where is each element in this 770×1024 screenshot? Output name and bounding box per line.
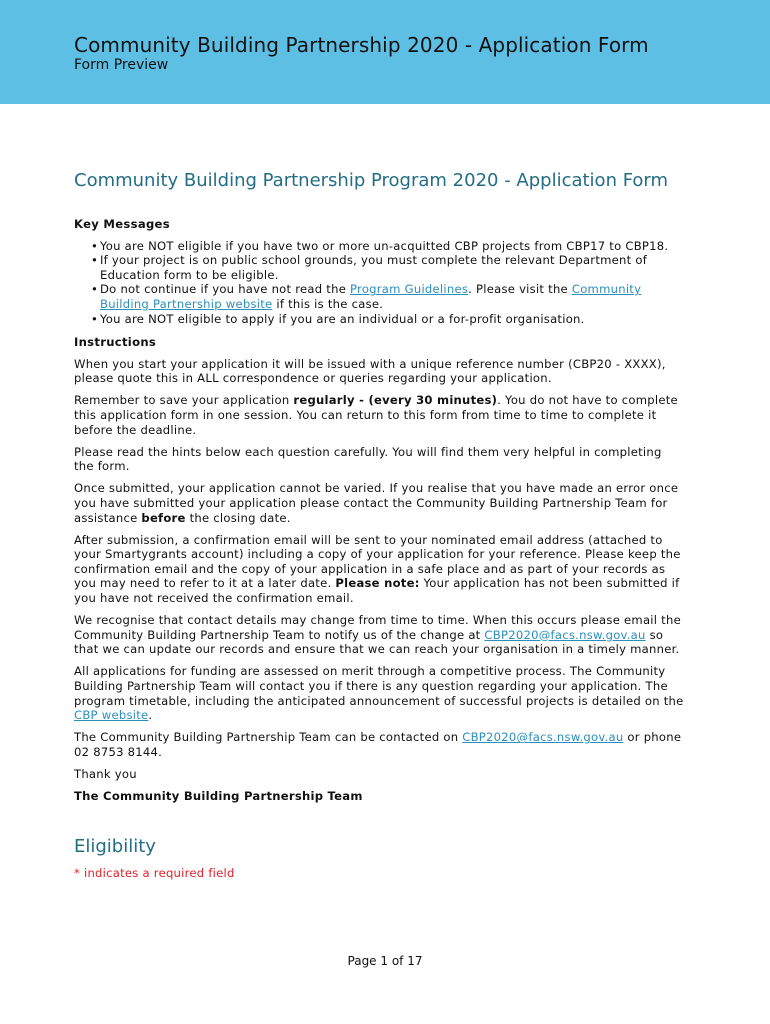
list-item-text: You are NOT eligible if you have two or more un-acquitted CBP projects from CBP17 to CBP18.	[100, 238, 669, 253]
thanks-text: Thank you	[74, 767, 137, 781]
instructions-paragraph	[74, 393, 684, 437]
list-item-text: Do not continue if you have not read the	[100, 282, 351, 297]
page-header	[0, 0, 770, 104]
key-messages-heading: Key Messages	[74, 217, 170, 231]
bullet-icon: •	[91, 282, 99, 297]
paragraph-text: the closing date.	[185, 510, 291, 525]
paragraph-text: After submission, a confirmation email will be sent to your nominated email address (attached to your Smartygrants account) including a copy of your application for your reference. Please keep the confirmation email and the copy of your application in a safe place and as part of your records as you may need to refer to it at a later date.	[74, 532, 681, 591]
key-messages-section	[74, 217, 684, 804]
list-item-text: if this is the case.	[272, 296, 384, 311]
key-messages-list	[74, 239, 684, 327]
eligibility-heading: Eligibility	[74, 835, 156, 857]
form-content	[74, 170, 684, 880]
instructions-paragraph	[74, 664, 684, 722]
paragraph-text: We recognise that contact details may change from time to time. When this occurs please email the Community Building Partnership Team to notify us of the change at	[74, 613, 681, 642]
list-item-text: If your project is on public school grounds, you must complete the relevant Department of Education form to be eligible.	[100, 253, 648, 282]
bullet-icon: •	[91, 311, 99, 326]
paragraph-text: .	[148, 708, 153, 723]
page-number: Page 1 of 17	[347, 954, 423, 968]
emphasis-text: Please note:	[335, 576, 420, 591]
list-item-text: You are NOT eligible to apply if you are an individual or a for-profit organisation.	[100, 311, 585, 326]
header-subtitle: Form Preview	[74, 57, 169, 73]
paragraph-text: Once submitted, your application cannot be varied. If you realise that you have made an error once you have submitted your application please contact the Community Building Partnership Team for assistance	[74, 481, 679, 525]
paragraph-text: or phone 02 8753 8144.	[74, 730, 682, 759]
instructions-paragraph	[74, 481, 684, 525]
paragraph-text: so that we can update our records and ensure that we can reach your organisation in a timely manner.	[74, 627, 680, 657]
instructions-paragraph	[74, 730, 684, 759]
paragraph-text: The Community Building Partnership Team can be contacted on	[74, 730, 463, 745]
signoff-text	[74, 789, 684, 804]
email-link[interactable]: CBP2020@facs.nsw.gov.au	[462, 730, 624, 745]
list-item	[74, 282, 684, 311]
paragraph-text: Please read the hints below each question carefully. You will find them very helpful in completing the form.	[74, 444, 662, 474]
email-link[interactable]: CBP2020@facs.nsw.gov.au	[484, 627, 646, 642]
paragraph-text: . You do not have to complete this application form in one session. You can return to this form from time to time to complete it before the deadline.	[74, 393, 678, 437]
list-item	[74, 312, 684, 327]
instructions-paragraph	[74, 357, 684, 386]
instructions-paragraph	[74, 445, 684, 474]
cbp-website-link[interactable]: CBP website	[74, 708, 149, 723]
required-field-note: * indicates a required field	[74, 865, 235, 880]
instructions-paragraph	[74, 613, 684, 657]
header-title: Community Building Partnership 2020 - Application Form	[74, 33, 649, 57]
emphasis-text: before	[141, 510, 186, 525]
instructions-heading: Instructions	[74, 335, 157, 350]
instructions-paragraph	[74, 533, 684, 606]
bullet-icon: •	[91, 253, 99, 268]
form-title: Community Building Partnership Program 2020 - Application Form	[74, 170, 669, 191]
program-guidelines-link[interactable]: Program Guidelines	[350, 282, 469, 297]
paragraph-text: Your application has not been submitted if you have not received the confirmation email.	[74, 576, 680, 606]
paragraph-text: All applications for funding are assessed on merit through a competitive process. The Community Building Partnership Team will contact you if there is any question regarding your application. The program timetable, including the anticipated announcement of successful projects is detailed on the	[74, 664, 684, 708]
emphasis-text: regularly - (every 30 minutes)	[293, 393, 498, 408]
signoff-bold: The Community Building Partnership Team	[74, 789, 363, 804]
bullet-icon: •	[91, 238, 99, 253]
paragraph-text: When you start your application it will be issued with a unique reference number (CBP20 - XXXX), please quote this in ALL correspondence or queries regarding your application.	[74, 356, 666, 386]
paragraph-text: Remember to save your application	[74, 393, 294, 408]
cbp-website-link[interactable]: Community Building Partnership website	[100, 282, 642, 311]
list-item	[74, 239, 684, 254]
list-item-text: . Please visit the	[468, 282, 572, 297]
list-item	[74, 253, 684, 282]
